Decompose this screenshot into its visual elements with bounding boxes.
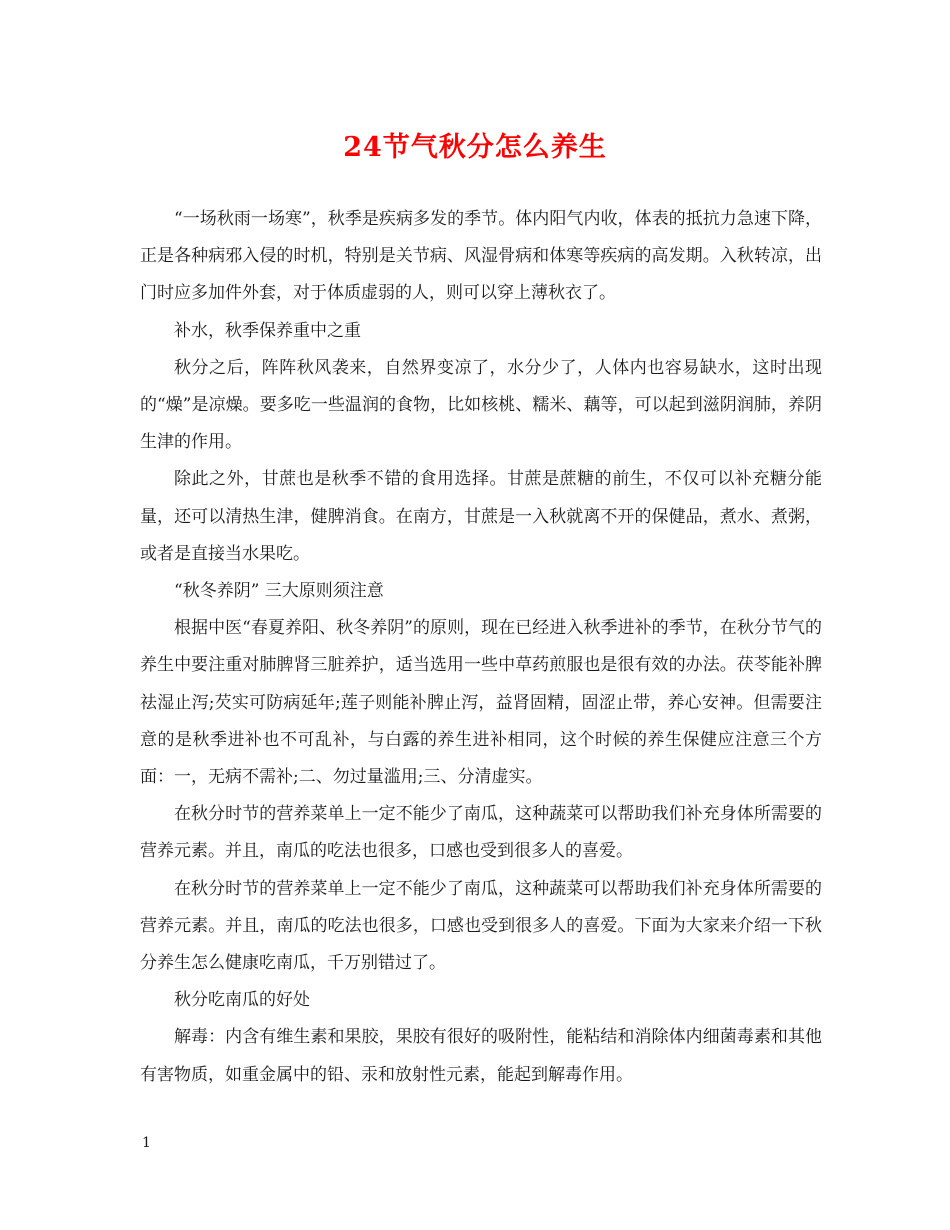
paragraph-pumpkin-1: 在秋分时节的营养菜单上一定不能少了南瓜，这种蔬菜可以帮助我们补充身体所需要的营养元素。并且，南瓜的吃法也很多，口感也受到很多人的喜爱。 (140, 804, 822, 862)
paragraph-intro: “一场秋雨一场寒”，秋季是疾病多发的季节。体内阳气内收，体表的抵抗力急速下降，正是各种病邪入侵的时机，特别是关节病、风湿骨病和体寒等疾病的高发期。入秋转凉，出门时应多加件外套，对于体质虚弱的人，则可以穿上薄秋衣了。 (140, 209, 822, 304)
section-heading-pumpkin-benefits: 秋分吃南瓜的好处 (174, 990, 310, 1011)
paragraph-tcm-principles: 根据中医“春夏养阳、秋冬养阴”的原则，现在已经进入秋季进补的季节，在秋分节气的养生中要注重对肺脾肾三脏养护，适当选用一些中草药煎服也是很有效的办法。茯苓能补脾祛湿止泻;芡实可防病延年;莲子则能补脾止泻，益肾固精，固涩止带，养心安神。但需要注意的是秋季进补也不可乱补，与白露的养生进补相同，这个时候的养生保健应注意三个方面：一，无病不需补;二、勿过量滥用;三、分清虚实。 (140, 618, 822, 788)
paragraph-sugarcane: 除此之外，甘蔗也是秋季不错的食用选择。甘蔗是蔗糖的前生，不仅可以补充糖分能量，还可以清热生津，健脾消食。在南方，甘蔗是一入秋就离不开的保健品，煮水、煮粥，或者是直接当水果吃。 (140, 469, 822, 564)
page-number: 1 (142, 1135, 151, 1151)
document-body (140, 201, 822, 1094)
paragraph-autumn-dryness: 秋分之后，阵阵秋风袭来，自然界变凉了，水分少了，人体内也容易缺水，这时出现的“燥”是凉燥。要多吃一些温润的食物，比如核桃、糯米、藕等，可以起到滋阴润肺，养阴生津的作用。 (140, 357, 822, 453)
section-heading-principles: “秋冬养阴” 三大原则须注意 (174, 581, 384, 602)
section-heading-hydration: 补水，秋季保养重中之重 (174, 320, 361, 341)
paragraph-pumpkin-2: 在秋分时节的营养菜单上一定不能少了南瓜，这种蔬菜可以帮助我们补充身体所需要的营养元素。并且，南瓜的吃法也很多，口感也受到很多人的喜爱。下面为大家来介绍一下秋分养生怎么健康吃南瓜，千万别错过了。 (140, 878, 822, 974)
document-title: 24节气秋分怎么养生 (343, 132, 607, 163)
paragraph-detox: 解毒：内含有维生素和果胶，果胶有很好的吸附性，能粘结和消除体内细菌毒素和其他有害物质，如重金属中的铅、汞和放射性元素，能起到解毒作用。 (140, 1027, 822, 1085)
